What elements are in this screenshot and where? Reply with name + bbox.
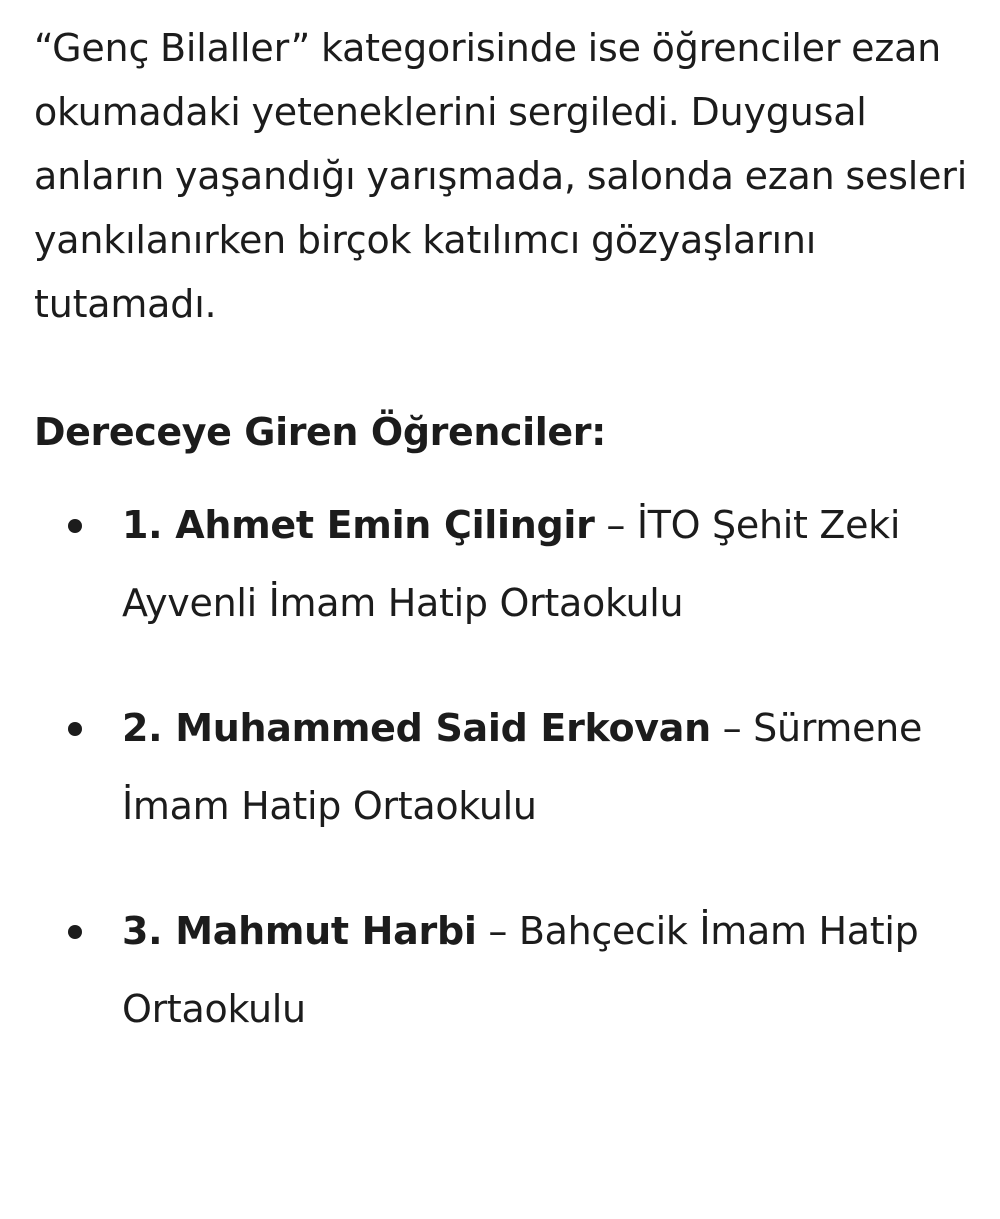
list-item — [34, 689, 984, 845]
winner-name: 2. Muhammed Said Erkovan — [122, 706, 711, 750]
winner-school: – Bahçecik İmam Hatip Ortaokulu — [122, 909, 919, 1031]
winners-heading: Dereceye Giren Öğrenciler: — [34, 410, 606, 454]
list-item — [34, 486, 984, 642]
winner-school: – Sürmene İmam Hatip Ortaokulu — [122, 706, 923, 828]
bullet-icon — [68, 519, 82, 533]
intro-paragraph: “Genç Bilaller” kategorisinde ise öğrenciler ezan okumadaki yeteneklerini sergiledi. Duygusal anların yaşandığı yarışmada, salonda ezan sesleri yankılanırken birçok katılımcı gözyaşlarını tutamadı. — [34, 26, 968, 326]
list-item — [34, 892, 984, 1048]
winner-school: – İTO Şehit Zeki Ayvenli İmam Hatip Ortaokulu — [122, 503, 901, 625]
bullet-icon — [68, 925, 82, 939]
winner-name: 3. Mahmut Harbi — [122, 909, 477, 953]
article-body — [34, 16, 984, 1095]
winners-list — [34, 486, 984, 1048]
winner-name: 1. Ahmet Emin Çilingir — [122, 503, 595, 547]
bullet-icon — [68, 722, 82, 736]
